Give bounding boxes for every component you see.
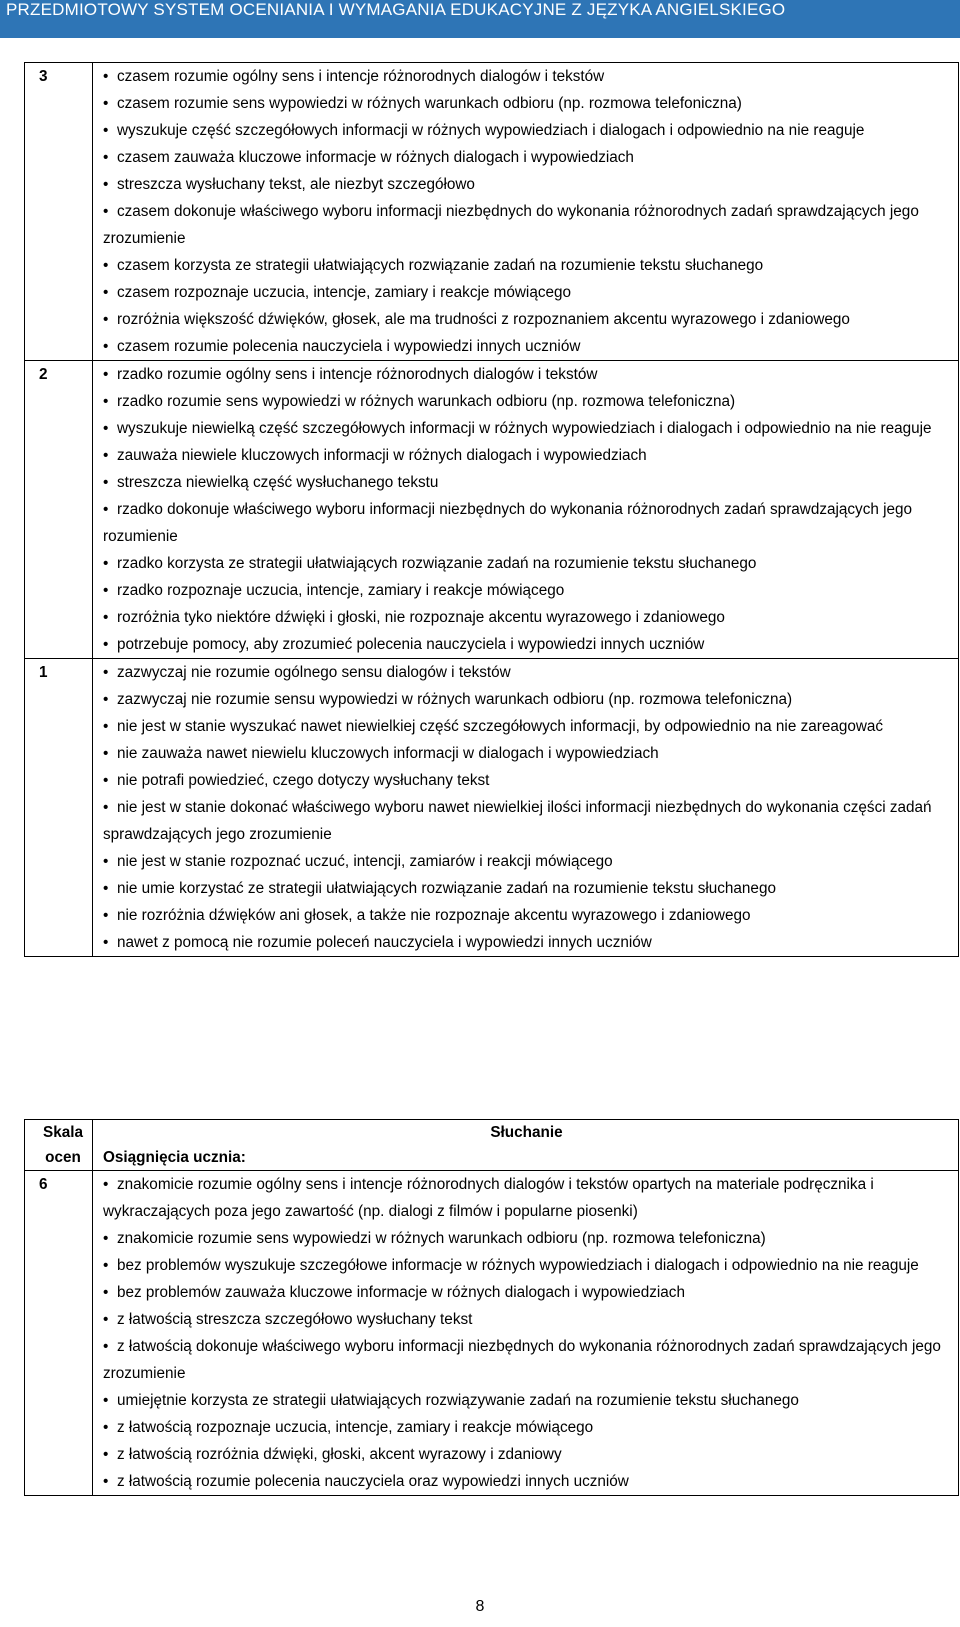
- list-item: [103, 1387, 950, 1414]
- bullet-icon: •: [103, 1338, 109, 1355]
- bullet-icon: •: [103, 284, 109, 301]
- criterion-text: zauważa niewiele kluczowych informacji w różnych dialogach i wypowiedziach: [117, 447, 647, 464]
- list-item: [103, 1414, 950, 1441]
- criterion-text: bez problemów zauważa kluczowe informacje w różnych dialogach i wypowiedziach: [117, 1284, 685, 1301]
- bullet-icon: •: [103, 474, 109, 491]
- list-item: [103, 63, 950, 90]
- bullet-icon: •: [103, 149, 109, 166]
- bullet-icon: •: [103, 1473, 109, 1490]
- table-row: [25, 63, 959, 361]
- bullet-icon: •: [103, 1311, 109, 1328]
- list-item: [103, 929, 950, 956]
- criterion-text: z łatwością streszcza szczegółowo wysłuchany tekst: [117, 1311, 473, 1328]
- criterion-text: rzadko rozumie ogólny sens i intencje różnorodnych dialogów i tekstów: [117, 366, 598, 383]
- criterion-text: zazwyczaj nie rozumie sensu wypowiedzi w różnych warunkach odbioru (np. rozmowa telefoniczna): [117, 691, 793, 708]
- criterion-text: bez problemów wyszukuje szczegółowe informacje w różnych wypowiedziach i dialogach i odpowiednio na nie reaguje: [117, 1257, 919, 1274]
- criterion-text: czasem rozpoznaje uczucia, intencje, zamiary i reakcje mówiącego: [117, 284, 572, 301]
- criterion-text: nie jest w stanie rozpoznać uczuć, intencji, zamiarów i reakcji mówiącego: [117, 853, 613, 870]
- criterion-text: streszcza wysłuchany tekst, ale niezbyt szczegółowo: [117, 176, 475, 193]
- bullet-icon: •: [103, 420, 109, 437]
- bullet-icon: •: [103, 68, 109, 85]
- criterion-text: z łatwością rozpoznaje uczucia, intencje, zamiary i reakcje mówiącego: [117, 1419, 594, 1436]
- bullet-icon: •: [103, 582, 109, 599]
- bullet-icon: •: [103, 636, 109, 653]
- criterion-text: nie umie korzystać ze strategii ułatwiających rozwiązanie zadań na rozumienie tekstu słuchanego: [117, 880, 776, 897]
- list-item: [103, 469, 950, 496]
- bullet-icon: •: [103, 1392, 109, 1409]
- list-item: [103, 1468, 950, 1495]
- achievements-label: Osiągnięcia ucznia:: [103, 1149, 246, 1166]
- criterion-text: rozróżnia tyko niektóre dźwięki i głoski, nie rozpoznaje akcentu wyrazowego i zdaniowego: [117, 609, 725, 626]
- bullet-icon: •: [103, 447, 109, 464]
- list-item: [103, 1252, 950, 1279]
- list-item: [103, 279, 950, 306]
- list-item: [103, 496, 950, 550]
- list-item: [103, 631, 950, 658]
- bullet-icon: •: [103, 366, 109, 383]
- table-header-row: [25, 1120, 959, 1171]
- criterion-text: z łatwością rozróżnia dźwięki, głoski, akcent wyrazowy i zdaniowy: [117, 1446, 562, 1463]
- bullet-icon: •: [103, 609, 109, 626]
- bullet-icon: •: [103, 311, 109, 328]
- bullet-icon: •: [103, 122, 109, 139]
- bullet-icon: •: [103, 664, 109, 681]
- list-item: [103, 1171, 950, 1225]
- list-item: [103, 1441, 950, 1468]
- list-item: [103, 442, 950, 469]
- list-item: [103, 333, 950, 360]
- list-item: [103, 713, 950, 740]
- bullet-icon: •: [103, 338, 109, 355]
- grading-table-continued: [24, 62, 959, 957]
- criterion-text: nie rozróżnia dźwięków ani głosek, a także nie rozpoznaje akcentu wyrazowego i zdaniowego: [117, 907, 751, 924]
- criterion-text: czasem dokonuje właściwego wyboru informacji niezbędnych do wykonania różnorodnych zadań sprawdzających jego zrozumienie: [103, 203, 919, 247]
- bullet-icon: •: [103, 853, 109, 870]
- list-item: [103, 306, 950, 333]
- section-header: [93, 1120, 959, 1171]
- criterion-text: potrzebuje pomocy, aby zrozumieć polecenia nauczyciela i wypowiedzi innych uczniów: [117, 636, 705, 653]
- list-item: [103, 1279, 950, 1306]
- list-item: [103, 198, 950, 252]
- grade-score: 2: [25, 361, 93, 659]
- criterion-text: umiejętnie korzysta ze strategii ułatwiających rozwiązywanie zadań na rozumienie tekstu słuchanego: [117, 1392, 799, 1409]
- list-item: [103, 794, 950, 848]
- bullet-icon: •: [103, 1257, 109, 1274]
- criterion-text: z łatwością dokonuje właściwego wyboru informacji niezbędnych do wykonania różnorodnych zadań sprawdzających jego zrozumienie: [103, 1338, 941, 1382]
- list-item: [103, 361, 950, 388]
- list-item: [103, 144, 950, 171]
- bullet-icon: •: [103, 393, 109, 410]
- criterion-text: nie jest w stanie dokonać właściwego wyboru nawet niewielkiej ilości informacji niezbędnych do wykonania części zadań sprawdzających jego zrozumienie: [103, 799, 932, 843]
- criterion-text: nie zauważa nawet niewielu kluczowych informacji w dialogach i wypowiedziach: [117, 745, 659, 762]
- criterion-text: czasem rozumie polecenia nauczyciela i wypowiedzi innych uczniów: [117, 338, 581, 355]
- bullet-icon: •: [103, 934, 109, 951]
- grade-score: 1: [25, 659, 93, 957]
- grade-score: 3: [25, 63, 93, 361]
- criterion-text: czasem korzysta ze strategii ułatwiających rozwiązanie zadań na rozumienie tekstu słuchanego: [117, 257, 764, 274]
- list-item: [103, 577, 950, 604]
- list-item: [103, 686, 950, 713]
- table-row: [25, 1171, 959, 1496]
- criterion-text: wyszukuje część szczegółowych informacji w różnych wypowiedziach i dialogach i odpowiednio na nie reaguje: [117, 122, 865, 139]
- bullet-icon: •: [103, 718, 109, 735]
- criterion-text: czasem zauważa kluczowe informacje w różnych dialogach i wypowiedziach: [117, 149, 634, 166]
- bullet-icon: •: [103, 257, 109, 274]
- criterion-text: rozróżnia większość dźwięków, głosek, ale ma trudności z rozpoznaniem akcentu wyrazowego i zdaniowego: [117, 311, 850, 328]
- header-title: PRZEDMIOTOWY SYSTEM OCENIANIA I WYMAGANIA EDUKACYJNE Z JĘZYKA ANGIELSKIEGO: [6, 0, 786, 19]
- bullet-icon: •: [103, 1176, 109, 1193]
- scale-label: Skala ocen: [43, 1124, 83, 1166]
- list-item: [103, 875, 950, 902]
- list-item: [103, 1225, 950, 1252]
- criterion-text: czasem rozumie sens wypowiedzi w różnych warunkach odbioru (np. rozmowa telefoniczna): [117, 95, 742, 112]
- bullet-icon: •: [103, 1230, 109, 1247]
- table-row: [25, 659, 959, 957]
- bullet-icon: •: [103, 880, 109, 897]
- bullet-icon: •: [103, 1284, 109, 1301]
- bullet-icon: •: [103, 176, 109, 193]
- bullet-icon: •: [103, 799, 109, 816]
- criterion-text: nie jest w stanie wyszukać nawet niewielkiej część szczegółowych informacji, by odpowiednio na nie zareagować: [117, 718, 884, 735]
- criteria-list: [93, 659, 959, 957]
- list-item: [103, 550, 950, 577]
- list-item: [103, 171, 950, 198]
- criterion-text: nie potrafi powiedzieć, czego dotyczy wysłuchany tekst: [117, 772, 490, 789]
- bullet-icon: •: [103, 745, 109, 762]
- criterion-text: rzadko rozpoznaje uczucia, intencje, zamiary i reakcje mówiącego: [117, 582, 565, 599]
- bullet-icon: •: [103, 203, 109, 220]
- criteria-list: [93, 361, 959, 659]
- criterion-text: czasem rozumie ogólny sens i intencje różnorodnych dialogów i tekstów: [117, 68, 605, 85]
- criteria-list: [93, 1171, 959, 1496]
- criterion-text: z łatwością rozumie polecenia nauczyciela oraz wypowiedzi innych uczniów: [117, 1473, 629, 1490]
- bullet-icon: •: [103, 907, 109, 924]
- grade-score: 6: [25, 1171, 93, 1496]
- criterion-text: nawet z pomocą nie rozumie poleceń nauczyciela i wypowiedzi innych uczniów: [117, 934, 652, 951]
- bullet-icon: •: [103, 501, 109, 518]
- criterion-text: rzadko korzysta ze strategii ułatwiających rozwiązanie zadań na rozumienie tekstu słuchanego: [117, 555, 757, 572]
- criterion-text: znakomicie rozumie ogólny sens i intencje różnorodnych dialogów i tekstów opartych na materiale podręcznika i wykraczających poza jego zawartość (np. dialogi z filmów i popularne piosenki): [103, 1176, 874, 1220]
- table-row: [25, 361, 959, 659]
- list-item: [103, 415, 950, 442]
- bullet-icon: •: [103, 1446, 109, 1463]
- criteria-list: [93, 63, 959, 361]
- criterion-text: wyszukuje niewielką część szczegółowych informacji w różnych wypowiedziach i dialogach i odpowiednio na nie reaguje: [117, 420, 932, 437]
- bullet-icon: •: [103, 95, 109, 112]
- list-item: [103, 604, 950, 631]
- list-item: [103, 388, 950, 415]
- bullet-icon: •: [103, 691, 109, 708]
- criterion-text: zazwyczaj nie rozumie ogólnego sensu dialogów i tekstów: [117, 664, 511, 681]
- criterion-text: streszcza niewielką część wysłuchanego tekstu: [117, 474, 439, 491]
- list-item: [103, 252, 950, 279]
- grading-table-listening: [24, 1119, 959, 1496]
- bullet-icon: •: [103, 772, 109, 789]
- page-number: 8: [475, 1598, 485, 1615]
- bullet-icon: •: [103, 555, 109, 572]
- criterion-text: rzadko dokonuje właściwego wyboru informacji niezbędnych do wykonania różnorodnych zadań sprawdzających jego rozumienie: [103, 501, 913, 545]
- section-title: Słuchanie: [490, 1124, 563, 1141]
- criterion-text: rzadko rozumie sens wypowiedzi w różnych warunkach odbioru (np. rozmowa telefoniczna): [117, 393, 736, 410]
- scale-header: [25, 1120, 93, 1171]
- list-item: [103, 902, 950, 929]
- list-item: [103, 740, 950, 767]
- list-item: [103, 1306, 950, 1333]
- list-item: [103, 1333, 950, 1387]
- list-item: [103, 767, 950, 794]
- list-item: [103, 117, 950, 144]
- criterion-text: znakomicie rozumie sens wypowiedzi w różnych warunkach odbioru (np. rozmowa telefoniczna): [117, 1230, 766, 1247]
- list-item: [103, 90, 950, 117]
- page-header: [0, 0, 960, 38]
- bullet-icon: •: [103, 1419, 109, 1436]
- list-item: [103, 848, 950, 875]
- list-item: [103, 659, 950, 686]
